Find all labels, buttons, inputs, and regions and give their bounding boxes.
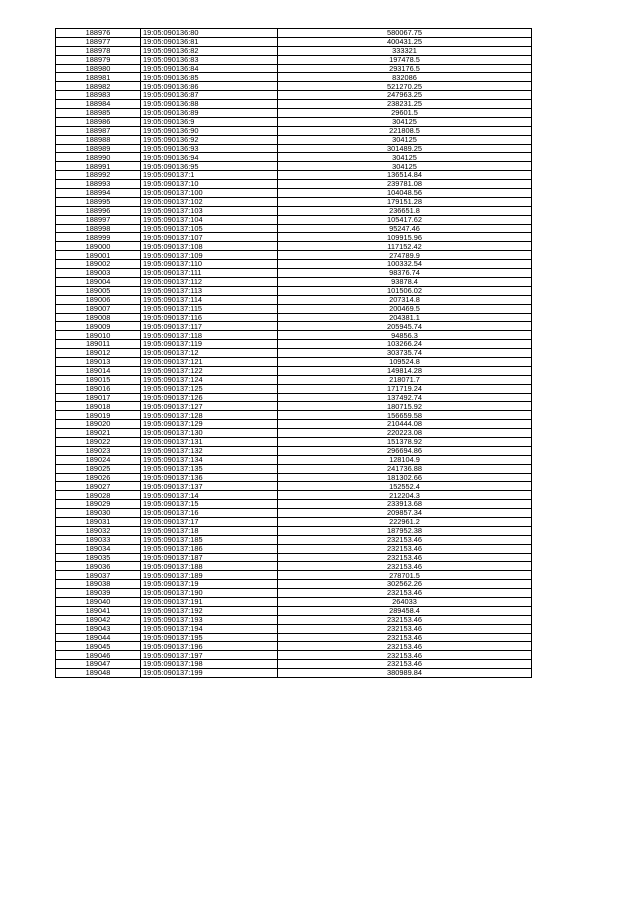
table-row — [56, 126, 532, 135]
row-id-cell: 188976 — [56, 29, 141, 38]
row-time-cell: 19:05:090137:114 — [141, 295, 278, 304]
table-row — [56, 144, 532, 153]
table-row — [56, 571, 532, 580]
row-id-cell: 189018 — [56, 402, 141, 411]
row-id-cell: 189029 — [56, 500, 141, 509]
row-time-cell: 19:05:090137:127 — [141, 402, 278, 411]
row-time-cell: 19:05:090137:108 — [141, 242, 278, 251]
row-value-cell: 380989.84 — [278, 669, 532, 678]
row-time-cell: 19:05:090136:87 — [141, 91, 278, 100]
table-row — [56, 366, 532, 375]
row-time-cell: 19:05:090137:107 — [141, 233, 278, 242]
row-id-cell: 189002 — [56, 260, 141, 269]
row-id-cell: 189014 — [56, 366, 141, 375]
row-id-cell: 188994 — [56, 189, 141, 198]
row-id-cell: 188979 — [56, 55, 141, 64]
table-row — [56, 197, 532, 206]
row-id-cell: 188983 — [56, 91, 141, 100]
table-row — [56, 509, 532, 518]
row-id-cell: 189021 — [56, 429, 141, 438]
row-time-cell: 19:05:090137:194 — [141, 624, 278, 633]
row-time-cell: 19:05:090137:198 — [141, 660, 278, 669]
table-row — [56, 589, 532, 598]
row-time-cell: 19:05:090137:187 — [141, 553, 278, 562]
row-id-cell: 189032 — [56, 526, 141, 535]
row-id-cell: 189004 — [56, 277, 141, 286]
row-value-cell: 187952.38 — [278, 526, 532, 535]
row-time-cell: 19:05:090137:10 — [141, 180, 278, 189]
row-time-cell: 19:05:090137:197 — [141, 651, 278, 660]
table-row — [56, 669, 532, 678]
row-time-cell: 19:05:090136:84 — [141, 64, 278, 73]
row-value-cell: 304125 — [278, 117, 532, 126]
row-value-cell: 105417.62 — [278, 215, 532, 224]
table-row — [56, 642, 532, 651]
row-value-cell: 333321 — [278, 46, 532, 55]
row-time-cell: 19:05:090136:88 — [141, 100, 278, 109]
row-time-cell: 19:05:090137:125 — [141, 384, 278, 393]
row-id-cell: 188978 — [56, 46, 141, 55]
row-time-cell: 19:05:090136:92 — [141, 135, 278, 144]
row-time-cell: 19:05:090137:17 — [141, 517, 278, 526]
row-value-cell: 204381.1 — [278, 313, 532, 322]
row-time-cell: 19:05:090136:93 — [141, 144, 278, 153]
table-row — [56, 455, 532, 464]
row-id-cell: 188997 — [56, 215, 141, 224]
table-row — [56, 606, 532, 615]
row-id-cell: 188999 — [56, 233, 141, 242]
row-value-cell: 247963.25 — [278, 91, 532, 100]
row-id-cell: 189028 — [56, 491, 141, 500]
table-row — [56, 402, 532, 411]
row-time-cell: 19:05:090137:137 — [141, 482, 278, 491]
row-id-cell: 189048 — [56, 669, 141, 678]
row-value-cell: 274789.9 — [278, 251, 532, 260]
table-row — [56, 215, 532, 224]
table-row — [56, 437, 532, 446]
row-id-cell: 189034 — [56, 544, 141, 553]
row-value-cell: 149814.28 — [278, 366, 532, 375]
table-row — [56, 660, 532, 669]
table-row — [56, 29, 532, 38]
row-value-cell: 232153.46 — [278, 535, 532, 544]
row-id-cell: 189023 — [56, 446, 141, 455]
row-value-cell: 232153.46 — [278, 660, 532, 669]
row-id-cell: 189000 — [56, 242, 141, 251]
row-id-cell: 189037 — [56, 571, 141, 580]
row-time-cell: 19:05:090137:112 — [141, 277, 278, 286]
row-id-cell: 189025 — [56, 464, 141, 473]
table-row — [56, 117, 532, 126]
table-row — [56, 55, 532, 64]
row-id-cell: 188987 — [56, 126, 141, 135]
table-row — [56, 64, 532, 73]
row-id-cell: 189026 — [56, 473, 141, 482]
row-time-cell: 19:05:090137:110 — [141, 260, 278, 269]
table-row — [56, 544, 532, 553]
row-time-cell: 19:05:090137:190 — [141, 589, 278, 598]
table-row — [56, 651, 532, 660]
row-value-cell: 156659.58 — [278, 411, 532, 420]
table-row — [56, 304, 532, 313]
row-time-cell: 19:05:090137:121 — [141, 357, 278, 366]
row-time-cell: 19:05:090137:111 — [141, 269, 278, 278]
row-value-cell: 289458.4 — [278, 606, 532, 615]
table-row — [56, 260, 532, 269]
table-body — [56, 29, 532, 678]
table-row — [56, 82, 532, 91]
table-row — [56, 135, 532, 144]
row-id-cell: 188981 — [56, 73, 141, 82]
row-time-cell: 19:05:090137:129 — [141, 420, 278, 429]
row-value-cell: 221808.5 — [278, 126, 532, 135]
row-time-cell: 19:05:090136:90 — [141, 126, 278, 135]
row-value-cell: 152552.4 — [278, 482, 532, 491]
row-value-cell: 218071.7 — [278, 375, 532, 384]
row-value-cell: 205945.74 — [278, 322, 532, 331]
row-time-cell: 19:05:090137:126 — [141, 393, 278, 402]
table-row — [56, 37, 532, 46]
row-value-cell: 296694.86 — [278, 446, 532, 455]
row-time-cell: 19:05:090137:102 — [141, 197, 278, 206]
row-time-cell: 19:05:090137:128 — [141, 411, 278, 420]
table-row — [56, 491, 532, 500]
row-value-cell: 151378.92 — [278, 437, 532, 446]
row-value-cell: 103266.24 — [278, 340, 532, 349]
row-time-cell: 19:05:090136:85 — [141, 73, 278, 82]
row-id-cell: 189036 — [56, 562, 141, 571]
table-row — [56, 375, 532, 384]
row-id-cell: 189001 — [56, 251, 141, 260]
row-time-cell: 19:05:090137:134 — [141, 455, 278, 464]
row-id-cell: 188980 — [56, 64, 141, 73]
row-time-cell: 19:05:090137:104 — [141, 215, 278, 224]
row-value-cell: 181302.66 — [278, 473, 532, 482]
table-row — [56, 420, 532, 429]
row-value-cell: 232153.46 — [278, 562, 532, 571]
row-id-cell: 189027 — [56, 482, 141, 491]
row-value-cell: 94856.3 — [278, 331, 532, 340]
row-value-cell: 100332.54 — [278, 260, 532, 269]
row-value-cell: 302562.26 — [278, 580, 532, 589]
row-value-cell: 222961.2 — [278, 517, 532, 526]
row-id-cell: 189046 — [56, 651, 141, 660]
row-time-cell: 19:05:090137:135 — [141, 464, 278, 473]
table-row — [56, 206, 532, 215]
row-time-cell: 19:05:090137:12 — [141, 349, 278, 358]
row-value-cell: 400431.25 — [278, 37, 532, 46]
table-row — [56, 100, 532, 109]
row-value-cell: 232153.46 — [278, 651, 532, 660]
row-time-cell: 19:05:090137:122 — [141, 366, 278, 375]
row-id-cell: 189013 — [56, 357, 141, 366]
table-row — [56, 242, 532, 251]
row-id-cell: 189033 — [56, 535, 141, 544]
row-time-cell: 19:05:090137:189 — [141, 571, 278, 580]
row-time-cell: 19:05:090137:130 — [141, 429, 278, 438]
row-value-cell: 210444.08 — [278, 420, 532, 429]
row-time-cell: 19:05:090137:193 — [141, 615, 278, 624]
row-value-cell: 580067.75 — [278, 29, 532, 38]
table-row — [56, 313, 532, 322]
row-time-cell: 19:05:090137:196 — [141, 642, 278, 651]
row-time-cell: 19:05:090136:89 — [141, 109, 278, 118]
row-time-cell: 19:05:090137:109 — [141, 251, 278, 260]
table-row — [56, 46, 532, 55]
row-value-cell: 136514.84 — [278, 171, 532, 180]
row-value-cell: 109915.96 — [278, 233, 532, 242]
row-time-cell: 19:05:090137:188 — [141, 562, 278, 571]
row-time-cell: 19:05:090137:117 — [141, 322, 278, 331]
table-row — [56, 562, 532, 571]
row-value-cell: 200469.5 — [278, 304, 532, 313]
row-id-cell: 189017 — [56, 393, 141, 402]
row-id-cell: 189003 — [56, 269, 141, 278]
row-time-cell: 19:05:090137:118 — [141, 331, 278, 340]
row-id-cell: 189041 — [56, 606, 141, 615]
row-id-cell: 189016 — [56, 384, 141, 393]
row-time-cell: 19:05:090136:80 — [141, 29, 278, 38]
table-row — [56, 109, 532, 118]
table-row — [56, 429, 532, 438]
row-value-cell: 109524.8 — [278, 357, 532, 366]
table-row — [56, 446, 532, 455]
row-id-cell: 189040 — [56, 598, 141, 607]
row-id-cell: 189012 — [56, 349, 141, 358]
row-time-cell: 19:05:090137:1 — [141, 171, 278, 180]
row-time-cell: 19:05:090136:9 — [141, 117, 278, 126]
row-time-cell: 19:05:090137:186 — [141, 544, 278, 553]
table-row — [56, 286, 532, 295]
table-row — [56, 615, 532, 624]
table-row — [56, 482, 532, 491]
row-id-cell: 189024 — [56, 455, 141, 464]
data-table — [55, 28, 532, 678]
row-time-cell: 19:05:090137:119 — [141, 340, 278, 349]
row-value-cell: 238231.25 — [278, 100, 532, 109]
row-value-cell: 95247.46 — [278, 224, 532, 233]
row-value-cell: 128104.9 — [278, 455, 532, 464]
row-time-cell: 19:05:090137:185 — [141, 535, 278, 544]
row-value-cell: 304125 — [278, 153, 532, 162]
table-row — [56, 340, 532, 349]
row-value-cell: 232153.46 — [278, 544, 532, 553]
row-value-cell: 180715.92 — [278, 402, 532, 411]
row-time-cell: 19:05:090136:86 — [141, 82, 278, 91]
table-row — [56, 277, 532, 286]
row-time-cell: 19:05:090137:131 — [141, 437, 278, 446]
row-time-cell: 19:05:090136:83 — [141, 55, 278, 64]
table-row — [56, 393, 532, 402]
row-value-cell: 236651.8 — [278, 206, 532, 215]
table-row — [56, 180, 532, 189]
row-id-cell: 188982 — [56, 82, 141, 91]
table-row — [56, 517, 532, 526]
row-id-cell: 188977 — [56, 37, 141, 46]
row-time-cell: 19:05:090137:136 — [141, 473, 278, 482]
row-value-cell: 209857.34 — [278, 509, 532, 518]
row-time-cell: 19:05:090137:19 — [141, 580, 278, 589]
row-time-cell: 19:05:090137:116 — [141, 313, 278, 322]
row-id-cell: 189005 — [56, 286, 141, 295]
row-value-cell: 104048.56 — [278, 189, 532, 198]
table-row — [56, 624, 532, 633]
row-value-cell: 93878.4 — [278, 277, 532, 286]
row-id-cell: 189015 — [56, 375, 141, 384]
row-time-cell: 19:05:090137:15 — [141, 500, 278, 509]
row-id-cell: 189039 — [56, 589, 141, 598]
row-id-cell: 189011 — [56, 340, 141, 349]
row-value-cell: 101506.02 — [278, 286, 532, 295]
table-row — [56, 162, 532, 171]
table-row — [56, 464, 532, 473]
table-row — [56, 171, 532, 180]
row-time-cell: 19:05:090137:100 — [141, 189, 278, 198]
row-value-cell: 832086 — [278, 73, 532, 82]
table-row — [56, 598, 532, 607]
row-time-cell: 19:05:090137:16 — [141, 509, 278, 518]
row-id-cell: 188985 — [56, 109, 141, 118]
row-time-cell: 19:05:090137:195 — [141, 633, 278, 642]
row-value-cell: 232153.46 — [278, 589, 532, 598]
row-value-cell: 264033 — [278, 598, 532, 607]
table-row — [56, 553, 532, 562]
table-row — [56, 233, 532, 242]
row-id-cell: 189043 — [56, 624, 141, 633]
table-row — [56, 411, 532, 420]
row-id-cell: 189035 — [56, 553, 141, 562]
row-value-cell: 232153.46 — [278, 633, 532, 642]
row-id-cell: 188992 — [56, 171, 141, 180]
row-id-cell: 189045 — [56, 642, 141, 651]
row-value-cell: 29601.5 — [278, 109, 532, 118]
table-row — [56, 526, 532, 535]
row-value-cell: 197478.5 — [278, 55, 532, 64]
row-value-cell: 303735.74 — [278, 349, 532, 358]
table-row — [56, 384, 532, 393]
row-time-cell: 19:05:090137:18 — [141, 526, 278, 535]
table-row — [56, 500, 532, 509]
row-id-cell: 189008 — [56, 313, 141, 322]
row-id-cell: 188993 — [56, 180, 141, 189]
row-id-cell: 189042 — [56, 615, 141, 624]
row-value-cell: 117152.42 — [278, 242, 532, 251]
table-row — [56, 331, 532, 340]
row-value-cell: 293176.5 — [278, 64, 532, 73]
row-time-cell: 19:05:090137:105 — [141, 224, 278, 233]
table-row — [56, 357, 532, 366]
row-id-cell: 189010 — [56, 331, 141, 340]
row-id-cell: 189019 — [56, 411, 141, 420]
row-id-cell: 189006 — [56, 295, 141, 304]
row-id-cell: 188989 — [56, 144, 141, 153]
row-time-cell: 19:05:090136:95 — [141, 162, 278, 171]
row-time-cell: 19:05:090137:132 — [141, 446, 278, 455]
table-row — [56, 295, 532, 304]
row-id-cell: 188991 — [56, 162, 141, 171]
table-row — [56, 73, 532, 82]
row-value-cell: 232153.46 — [278, 642, 532, 651]
row-id-cell: 189022 — [56, 437, 141, 446]
row-time-cell: 19:05:090137:14 — [141, 491, 278, 500]
row-value-cell: 137492.74 — [278, 393, 532, 402]
row-value-cell: 301489.25 — [278, 144, 532, 153]
row-id-cell: 189038 — [56, 580, 141, 589]
row-id-cell: 188990 — [56, 153, 141, 162]
table-row — [56, 580, 532, 589]
table-row — [56, 633, 532, 642]
row-time-cell: 19:05:090137:113 — [141, 286, 278, 295]
table-row — [56, 153, 532, 162]
row-value-cell: 232153.46 — [278, 615, 532, 624]
row-time-cell: 19:05:090136:94 — [141, 153, 278, 162]
row-id-cell: 188995 — [56, 197, 141, 206]
table-row — [56, 251, 532, 260]
row-id-cell: 188984 — [56, 100, 141, 109]
row-id-cell: 189007 — [56, 304, 141, 313]
row-id-cell: 189030 — [56, 509, 141, 518]
row-time-cell: 19:05:090137:192 — [141, 606, 278, 615]
row-value-cell: 212204.3 — [278, 491, 532, 500]
row-time-cell: 19:05:090137:103 — [141, 206, 278, 215]
table-row — [56, 322, 532, 331]
row-id-cell: 188986 — [56, 117, 141, 126]
row-value-cell: 239781.08 — [278, 180, 532, 189]
table-row — [56, 91, 532, 100]
row-id-cell: 189047 — [56, 660, 141, 669]
row-time-cell: 19:05:090137:191 — [141, 598, 278, 607]
row-id-cell: 189009 — [56, 322, 141, 331]
table-row — [56, 224, 532, 233]
row-value-cell: 171719.24 — [278, 384, 532, 393]
table-row — [56, 349, 532, 358]
row-time-cell: 19:05:090137:115 — [141, 304, 278, 313]
row-id-cell: 189020 — [56, 420, 141, 429]
row-value-cell: 304125 — [278, 162, 532, 171]
row-time-cell: 19:05:090137:124 — [141, 375, 278, 384]
table-row — [56, 269, 532, 278]
row-id-cell: 188996 — [56, 206, 141, 215]
row-value-cell: 521270.25 — [278, 82, 532, 91]
row-time-cell: 19:05:090136:81 — [141, 37, 278, 46]
row-value-cell: 207314.8 — [278, 295, 532, 304]
row-id-cell: 188998 — [56, 224, 141, 233]
row-value-cell: 278701.5 — [278, 571, 532, 580]
row-id-cell: 189031 — [56, 517, 141, 526]
row-value-cell: 98376.74 — [278, 269, 532, 278]
table-row — [56, 535, 532, 544]
table-row — [56, 189, 532, 198]
row-value-cell: 241736.88 — [278, 464, 532, 473]
row-value-cell: 304125 — [278, 135, 532, 144]
row-time-cell: 19:05:090137:199 — [141, 669, 278, 678]
row-value-cell: 179151.28 — [278, 197, 532, 206]
row-time-cell: 19:05:090136:82 — [141, 46, 278, 55]
table-row — [56, 473, 532, 482]
row-value-cell: 233913.68 — [278, 500, 532, 509]
row-value-cell: 232153.46 — [278, 624, 532, 633]
row-value-cell: 220223.08 — [278, 429, 532, 438]
row-id-cell: 189044 — [56, 633, 141, 642]
row-id-cell: 188988 — [56, 135, 141, 144]
row-value-cell: 232153.46 — [278, 553, 532, 562]
